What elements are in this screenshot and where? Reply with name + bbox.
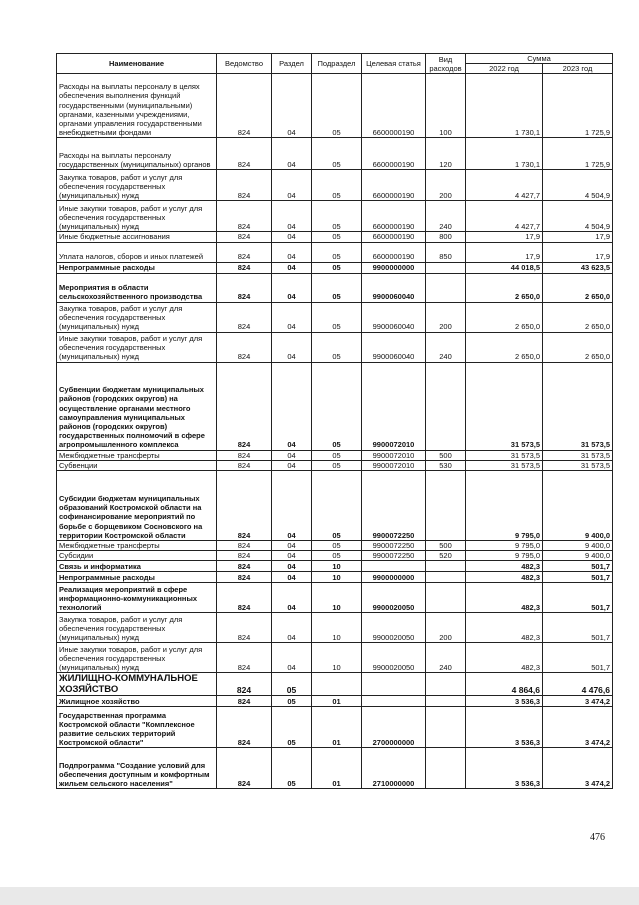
- row-section: 04: [272, 561, 312, 572]
- row-section: 04: [272, 201, 312, 232]
- table-row: [57, 332, 613, 362]
- row-target: 9900072010: [362, 460, 426, 470]
- header-year-2022: 2022 год: [466, 64, 543, 74]
- row-subsection: 05: [312, 302, 362, 332]
- row-value-2022: 9 795,0: [466, 541, 543, 551]
- row-subsection: 01: [312, 696, 362, 707]
- row-value-2023: 1 725,9: [543, 74, 613, 138]
- row-value-2022: 2 650,0: [466, 332, 543, 362]
- row-value-2022: 482,3: [466, 561, 543, 572]
- row-subsection: 01: [312, 707, 362, 748]
- row-name: Уплата налогов, сборов и иных платежей: [57, 242, 217, 262]
- row-section: 04: [272, 262, 312, 273]
- row-section: 04: [272, 613, 312, 643]
- row-section: 04: [272, 362, 312, 450]
- row-section: 04: [272, 273, 312, 302]
- row-value-2023: 3 474,2: [543, 696, 613, 707]
- row-target: 9900072010: [362, 450, 426, 460]
- row-value-2022: 9 795,0: [466, 471, 543, 541]
- row-section: 04: [272, 450, 312, 460]
- row-name: Субсидии: [57, 551, 217, 561]
- row-value-2022: 31 573,5: [466, 450, 543, 460]
- row-value-2022: 17,9: [466, 242, 543, 262]
- table-row: [57, 460, 613, 470]
- row-section: 05: [272, 696, 312, 707]
- row-value-2023: 31 573,5: [543, 460, 613, 470]
- row-target: 9900060040: [362, 332, 426, 362]
- row-target: 6600000190: [362, 242, 426, 262]
- table-row: [57, 232, 613, 242]
- row-dept: 824: [217, 332, 272, 362]
- row-dept: 824: [217, 302, 272, 332]
- row-target: 2710000000: [362, 748, 426, 789]
- row-section: 04: [272, 460, 312, 470]
- row-value-2022: 1 730,1: [466, 74, 543, 138]
- row-subsection: 05: [312, 138, 362, 170]
- row-name: Закупка товаров, работ и услуг для обеспечения государственных (муниципальных) нужд: [57, 302, 217, 332]
- row-target: 2700000000: [362, 707, 426, 748]
- row-value-2022: 482,3: [466, 643, 543, 673]
- row-value-2023: 501,7: [543, 561, 613, 572]
- table-row: [57, 170, 613, 201]
- row-value-2023: 1 725,9: [543, 138, 613, 170]
- row-section: 04: [272, 471, 312, 541]
- row-name: Расходы на выплаты персоналу в целях обеспечения выполнения функций государственными (муниципальными) органами, казенными учреждениями, органами управления государственными внебюджетными фондами: [57, 74, 217, 138]
- row-target: 9900000000: [362, 572, 426, 583]
- row-exptype: 200: [426, 613, 466, 643]
- row-value-2023: 501,7: [543, 572, 613, 583]
- row-section: 04: [272, 332, 312, 362]
- row-value-2022: 31 573,5: [466, 362, 543, 450]
- row-name: Межбюджетные трансферты: [57, 541, 217, 551]
- row-dept: 824: [217, 242, 272, 262]
- row-value-2022: 31 573,5: [466, 460, 543, 470]
- row-subsection: 10: [312, 561, 362, 572]
- row-section: 04: [272, 551, 312, 561]
- row-dept: 824: [217, 138, 272, 170]
- row-value-2023: 501,7: [543, 613, 613, 643]
- row-section: 05: [272, 673, 312, 696]
- row-value-2023: 31 573,5: [543, 362, 613, 450]
- row-subsection: 10: [312, 583, 362, 613]
- row-target: [362, 673, 426, 696]
- row-subsection: [312, 673, 362, 696]
- row-dept: 824: [217, 170, 272, 201]
- table-row: [57, 262, 613, 273]
- table-row: [57, 242, 613, 262]
- row-exptype: [426, 262, 466, 273]
- table-row: [57, 201, 613, 232]
- row-value-2022: 4 427,7: [466, 170, 543, 201]
- header-name: Наименование: [57, 54, 217, 74]
- row-target: 9900060040: [362, 302, 426, 332]
- row-section: 04: [272, 302, 312, 332]
- row-value-2023: 17,9: [543, 232, 613, 242]
- row-exptype: 100: [426, 74, 466, 138]
- table-row: [57, 707, 613, 748]
- row-dept: 824: [217, 471, 272, 541]
- row-dept: 824: [217, 583, 272, 613]
- row-target: 6600000190: [362, 232, 426, 242]
- table-row: [57, 273, 613, 302]
- row-dept: 824: [217, 262, 272, 273]
- table-row: [57, 673, 613, 696]
- table-row: [57, 74, 613, 138]
- row-dept: 824: [217, 673, 272, 696]
- row-target: 9900020050: [362, 643, 426, 673]
- row-exptype: 500: [426, 450, 466, 460]
- header-exptype: Вид расходов: [426, 54, 466, 74]
- row-target: 9900072250: [362, 541, 426, 551]
- row-value-2023: 31 573,5: [543, 450, 613, 460]
- row-section: 04: [272, 74, 312, 138]
- row-target: 9900072010: [362, 362, 426, 450]
- row-name: Закупка товаров, работ и услуг для обеспечения государственных (муниципальных) нужд: [57, 613, 217, 643]
- row-value-2023: 3 474,2: [543, 707, 613, 748]
- row-subsection: 05: [312, 74, 362, 138]
- row-dept: 824: [217, 460, 272, 470]
- row-name: Непрограммные расходы: [57, 572, 217, 583]
- row-name: Расходы на выплаты персоналу государственных (муниципальных) органов: [57, 138, 217, 170]
- row-name: Непрограммные расходы: [57, 262, 217, 273]
- row-subsection: 10: [312, 613, 362, 643]
- row-section: 04: [272, 232, 312, 242]
- table-row: [57, 302, 613, 332]
- row-target: [362, 696, 426, 707]
- row-subsection: 01: [312, 748, 362, 789]
- table-row: [57, 613, 613, 643]
- row-name: Связь и информатика: [57, 561, 217, 572]
- row-section: 04: [272, 541, 312, 551]
- row-subsection: 05: [312, 170, 362, 201]
- row-name: Мероприятия в области сельскохозяйственного производства: [57, 273, 217, 302]
- row-dept: 824: [217, 541, 272, 551]
- table-row: [57, 748, 613, 789]
- row-value-2022: 482,3: [466, 613, 543, 643]
- row-target: [362, 561, 426, 572]
- table-row: [57, 551, 613, 561]
- row-exptype: 500: [426, 541, 466, 551]
- row-exptype: [426, 583, 466, 613]
- row-name: Субсидии бюджетам муниципальных образований Костромской области на софинансирование мероприятий по борьбе с борщевиком Сосновского на территории Костромской области: [57, 471, 217, 541]
- row-section: 04: [272, 242, 312, 262]
- row-value-2022: 482,3: [466, 572, 543, 583]
- row-value-2022: 2 650,0: [466, 302, 543, 332]
- row-subsection: 05: [312, 541, 362, 551]
- row-subsection: 05: [312, 262, 362, 273]
- row-name: Жилищное хозяйство: [57, 696, 217, 707]
- row-value-2022: 4 864,6: [466, 673, 543, 696]
- page-number: 476: [590, 832, 605, 843]
- row-value-2022: 1 730,1: [466, 138, 543, 170]
- row-value-2022: 482,3: [466, 583, 543, 613]
- row-target: 6600000190: [362, 170, 426, 201]
- row-dept: 824: [217, 748, 272, 789]
- header-year-2023: 2023 год: [543, 64, 613, 74]
- row-section: 05: [272, 707, 312, 748]
- row-exptype: [426, 572, 466, 583]
- row-value-2023: 501,7: [543, 583, 613, 613]
- row-value-2022: 44 018,5: [466, 262, 543, 273]
- row-dept: 824: [217, 551, 272, 561]
- row-dept: 824: [217, 561, 272, 572]
- row-target: 9900072250: [362, 471, 426, 541]
- table-row: [57, 643, 613, 673]
- row-subsection: 05: [312, 362, 362, 450]
- row-target: 6600000190: [362, 74, 426, 138]
- row-name: ЖИЛИЩНО-КОММУНАЛЬНОЕ ХОЗЯЙСТВО: [57, 673, 217, 696]
- header-section: Раздел: [272, 54, 312, 74]
- row-section: 04: [272, 643, 312, 673]
- row-exptype: 240: [426, 332, 466, 362]
- row-subsection: 05: [312, 273, 362, 302]
- row-name: Государственная программа Костромской области "Комплексное развитие сельских территорий Костромской области": [57, 707, 217, 748]
- row-subsection: 05: [312, 332, 362, 362]
- row-value-2022: 2 650,0: [466, 273, 543, 302]
- row-value-2023: 17,9: [543, 242, 613, 262]
- row-value-2023: 9 400,0: [543, 551, 613, 561]
- row-value-2023: 2 650,0: [543, 302, 613, 332]
- row-subsection: 05: [312, 242, 362, 262]
- row-target: 9900060040: [362, 273, 426, 302]
- row-section: 05: [272, 748, 312, 789]
- row-exptype: 850: [426, 242, 466, 262]
- scan-bottom-strip: [0, 887, 639, 905]
- header-dept: Ведомство: [217, 54, 272, 74]
- row-value-2023: 4 504,9: [543, 201, 613, 232]
- row-exptype: [426, 748, 466, 789]
- row-name: Иные закупки товаров, работ и услуг для обеспечения государственных (муниципальных) нужд: [57, 643, 217, 673]
- row-subsection: 05: [312, 450, 362, 460]
- row-target: 9900000000: [362, 262, 426, 273]
- row-dept: 824: [217, 74, 272, 138]
- row-exptype: 520: [426, 551, 466, 561]
- row-section: 04: [272, 138, 312, 170]
- table-row: [57, 450, 613, 460]
- row-exptype: 530: [426, 460, 466, 470]
- row-dept: 824: [217, 707, 272, 748]
- row-dept: 824: [217, 362, 272, 450]
- table-row: [57, 362, 613, 450]
- row-value-2023: 9 400,0: [543, 541, 613, 551]
- row-section: 04: [272, 170, 312, 201]
- row-name: Реализация мероприятий в сфере информационно-коммуникационных технологий: [57, 583, 217, 613]
- row-subsection: 10: [312, 572, 362, 583]
- row-name: Иные закупки товаров, работ и услуг для обеспечения государственных (муниципальных) нужд: [57, 332, 217, 362]
- row-subsection: 05: [312, 551, 362, 561]
- row-exptype: 800: [426, 232, 466, 242]
- table-row: [57, 696, 613, 707]
- row-name: Субвенции бюджетам муниципальных районов (городских округов) на осуществление органами местного самоуправления муниципальных районов (городских округов) государственных полномочий в сфере агропромышленного комплекса: [57, 362, 217, 450]
- row-dept: 824: [217, 232, 272, 242]
- table-body: [57, 74, 613, 789]
- row-dept: 824: [217, 613, 272, 643]
- row-value-2022: 3 536,3: [466, 696, 543, 707]
- row-name: Иные бюджетные ассигнования: [57, 232, 217, 242]
- row-subsection: 05: [312, 460, 362, 470]
- row-target: 9900020050: [362, 583, 426, 613]
- row-dept: 824: [217, 696, 272, 707]
- row-exptype: [426, 471, 466, 541]
- table-row: [57, 138, 613, 170]
- row-exptype: 240: [426, 201, 466, 232]
- row-exptype: [426, 273, 466, 302]
- row-target: 6600000190: [362, 138, 426, 170]
- row-dept: 824: [217, 450, 272, 460]
- row-dept: 824: [217, 572, 272, 583]
- row-exptype: [426, 362, 466, 450]
- row-value-2022: 17,9: [466, 232, 543, 242]
- row-target: 6600000190: [362, 201, 426, 232]
- row-value-2022: 3 536,3: [466, 707, 543, 748]
- row-target: 9900072250: [362, 551, 426, 561]
- row-subsection: 05: [312, 232, 362, 242]
- row-dept: 824: [217, 273, 272, 302]
- row-section: 04: [272, 583, 312, 613]
- row-value-2023: 43 623,5: [543, 262, 613, 273]
- row-name: Закупка товаров, работ и услуг для обеспечения государственных (муниципальных) нужд: [57, 170, 217, 201]
- row-value-2023: 2 650,0: [543, 332, 613, 362]
- table-row: [57, 541, 613, 551]
- row-target: 9900020050: [362, 613, 426, 643]
- table-row: [57, 583, 613, 613]
- table-row: [57, 561, 613, 572]
- row-exptype: [426, 696, 466, 707]
- row-exptype: [426, 673, 466, 696]
- row-subsection: 10: [312, 643, 362, 673]
- row-name: Подпрограмма "Создание условий для обеспечения доступным и комфортным жильем сельского населения": [57, 748, 217, 789]
- budget-table: [56, 53, 613, 789]
- header-sum: Сумма: [466, 54, 613, 64]
- row-value-2023: 4 504,9: [543, 170, 613, 201]
- header-target: Целевая статья: [362, 54, 426, 74]
- row-value-2023: 4 476,6: [543, 673, 613, 696]
- row-value-2023: 3 474,2: [543, 748, 613, 789]
- row-exptype: [426, 707, 466, 748]
- row-section: 04: [272, 572, 312, 583]
- row-value-2022: 9 795,0: [466, 551, 543, 561]
- row-value-2023: 9 400,0: [543, 471, 613, 541]
- row-name: Субвенции: [57, 460, 217, 470]
- row-subsection: 05: [312, 201, 362, 232]
- row-exptype: 200: [426, 302, 466, 332]
- row-subsection: 05: [312, 471, 362, 541]
- header-subsection: Подраздел: [312, 54, 362, 74]
- row-value-2022: 3 536,3: [466, 748, 543, 789]
- row-exptype: [426, 561, 466, 572]
- row-value-2022: 4 427,7: [466, 201, 543, 232]
- row-exptype: 120: [426, 138, 466, 170]
- table-row: [57, 471, 613, 541]
- row-exptype: 200: [426, 170, 466, 201]
- row-dept: 824: [217, 643, 272, 673]
- row-name: Иные закупки товаров, работ и услуг для обеспечения государственных (муниципальных) нужд: [57, 201, 217, 232]
- row-dept: 824: [217, 201, 272, 232]
- row-value-2023: 2 650,0: [543, 273, 613, 302]
- row-value-2023: 501,7: [543, 643, 613, 673]
- row-exptype: 240: [426, 643, 466, 673]
- row-name: Межбюджетные трансферты: [57, 450, 217, 460]
- table-row: [57, 572, 613, 583]
